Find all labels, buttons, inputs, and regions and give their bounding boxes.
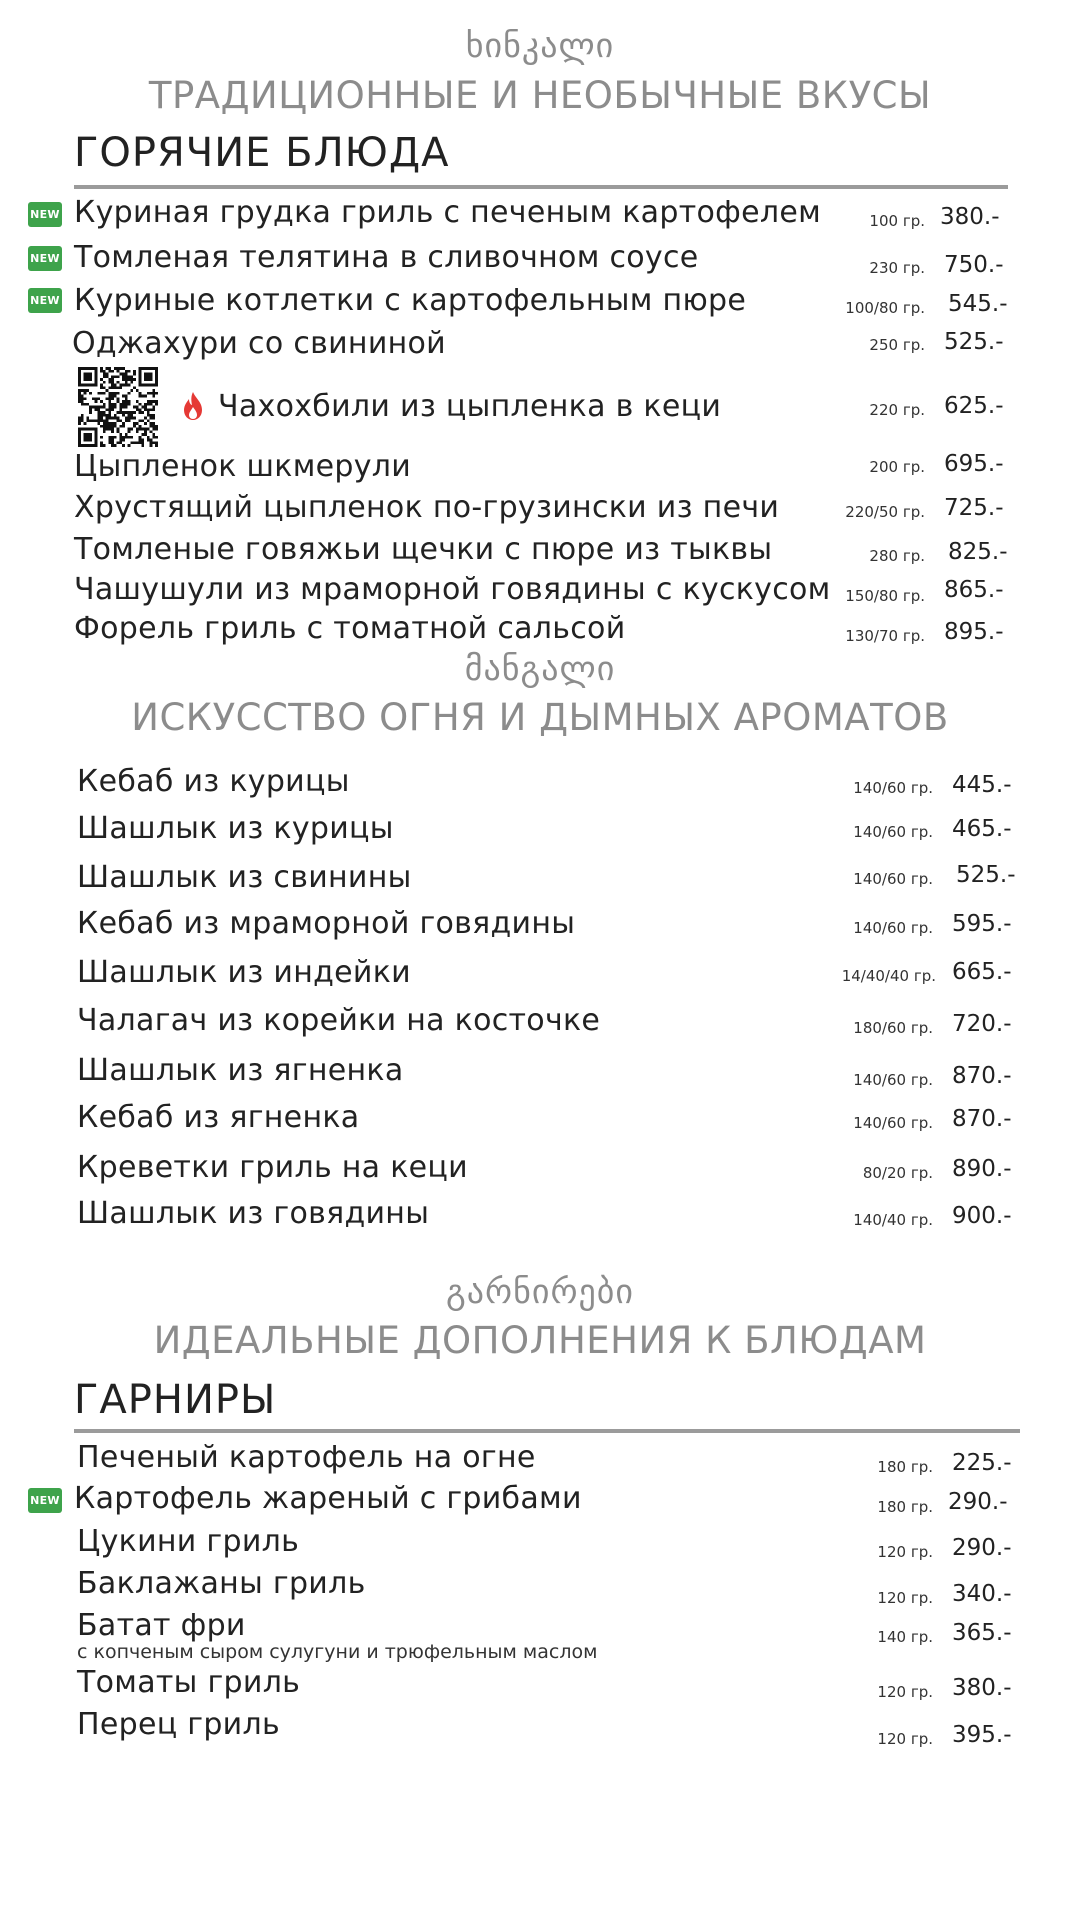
menu-item-name: Креветки гриль на кеци [77, 1150, 468, 1185]
menu-item-name: Чалагач из корейки на косточке [77, 1003, 601, 1038]
menu-item-weight: 14/40/40 гр. [841, 967, 936, 985]
menu-item-name: Томленые говяжьи щечки с пюре из тыквы [74, 532, 773, 567]
menu-item-weight: 140/60 гр. [853, 919, 933, 937]
menu-item-price: 525.- [944, 329, 1004, 355]
menu-item-weight: 200 гр. [869, 458, 925, 476]
menu-item-price: 625.- [944, 393, 1004, 419]
menu-item-price: 290.- [948, 1489, 1008, 1515]
menu-item-name: Картофель жареный с грибами [74, 1481, 582, 1516]
menu-item-weight: 140/40 гр. [853, 1211, 933, 1229]
menu-item-weight: 120 гр. [877, 1543, 933, 1561]
category-heading-garnishes: ГАРНИРЫ [74, 1377, 277, 1423]
section-tagline-khinkali: ТРАДИЦИОННЫЕ И НЕОБЫЧНЫЕ ВКУСЫ [148, 74, 932, 117]
section-georgian-title-garnishes: გარნირები [446, 1272, 634, 1312]
section-tagline-mangali: ИСКУССТВО ОГНЯ И ДЫМНЫХ АРОМАТОВ [131, 696, 949, 739]
menu-item-name: Кебаб из курицы [77, 764, 350, 799]
menu-item-name: Томаты гриль [77, 1665, 301, 1700]
new-badge: NEW [28, 202, 62, 227]
fire-icon [180, 391, 206, 425]
menu-item-price: 825.- [948, 539, 1008, 565]
menu-item-weight: 180/60 гр. [853, 1019, 933, 1037]
menu-item-note: с копченым сыром сулугуни и трюфельным маслом [77, 1641, 598, 1663]
menu-item-name: Шашлык из курицы [77, 811, 394, 846]
menu-item-price: 865.- [944, 577, 1004, 603]
menu-item-price: 900.- [952, 1203, 1012, 1229]
menu-item-name: Цыпленок шкмерули [74, 449, 412, 484]
menu-item-weight: 280 гр. [869, 547, 925, 565]
new-badge: NEW [28, 1488, 62, 1513]
menu-item-weight: 140/60 гр. [853, 1071, 933, 1089]
menu-item-name: Перец гриль [77, 1707, 280, 1742]
menu-item-price: 895.- [944, 619, 1004, 645]
menu-item-weight: 140/60 гр. [853, 779, 933, 797]
menu-item-weight: 180 гр. [877, 1498, 933, 1516]
menu-item-weight: 220 гр. [869, 401, 925, 419]
menu-item-price: 395.- [952, 1722, 1012, 1748]
heading-divider [74, 1429, 1020, 1433]
menu-item-price: 720.- [952, 1011, 1012, 1037]
new-badge: NEW [28, 288, 62, 313]
section-georgian-title-khinkali: ხინკალი [465, 26, 615, 66]
menu-item-weight: 80/20 гр. [862, 1164, 933, 1182]
menu-item-price: 750.- [944, 252, 1004, 278]
menu-item-weight: 140/60 гр. [853, 823, 933, 841]
menu-item-weight: 150/80 гр. [845, 587, 925, 605]
menu-item-price: 340.- [952, 1581, 1012, 1607]
menu-item-weight: 120 гр. [877, 1730, 933, 1748]
menu-item-price: 595.- [952, 911, 1012, 937]
menu-item-weight: 120 гр. [877, 1589, 933, 1607]
menu-item-name: Шашлык из свинины [77, 860, 412, 895]
menu-item-name: Печеный картофель на огне [77, 1440, 536, 1475]
menu-item-price: 525.- [956, 862, 1016, 888]
section-tagline-garnishes: ИДЕАЛЬНЫЕ ДОПОЛНЕНИЯ К БЛЮДАМ [153, 1319, 927, 1362]
menu-item-price: 870.- [952, 1063, 1012, 1089]
menu-item-name: Баклажаны гриль [77, 1566, 366, 1601]
menu-item-price: 870.- [952, 1106, 1012, 1132]
menu-item-weight: 140/60 гр. [853, 1114, 933, 1132]
menu-item-name: Шашлык из индейки [77, 955, 411, 990]
menu-item-name: Куриные котлетки с картофельным пюре [74, 283, 747, 318]
menu-item-price: 725.- [944, 495, 1004, 521]
section-georgian-title-mangali: მანგალი [464, 649, 616, 689]
menu-item-price: 380.- [952, 1675, 1012, 1701]
menu-item-name: Куриная грудка гриль с печеным картофелем [74, 195, 822, 230]
menu-item-name: Кебаб из ягненка [77, 1100, 360, 1135]
qr-code[interactable] [78, 367, 158, 451]
menu-item-price: 365.- [952, 1620, 1012, 1646]
menu-item-name: Томленая телятина в сливочном соусе [74, 240, 699, 275]
menu-item-price: 545.- [948, 291, 1008, 317]
menu-item-weight: 220/50 гр. [845, 503, 925, 521]
menu-item-name: Цукини гриль [77, 1524, 300, 1559]
menu-item-price: 465.- [952, 816, 1012, 842]
menu-item-name: Хрустящий цыпленок по-грузински из печи [74, 490, 780, 525]
menu-item-price: 890.- [952, 1156, 1012, 1182]
menu-item-weight: 120 гр. [877, 1683, 933, 1701]
menu-item-price: 445.- [952, 772, 1012, 798]
menu-item-weight: 180 гр. [877, 1458, 933, 1476]
menu-item-name: Шашлык из говядины [77, 1196, 430, 1231]
menu-item-weight: 130/70 гр. [845, 627, 925, 645]
menu-item-price: 290.- [952, 1535, 1012, 1561]
menu-item-weight: 140/60 гр. [853, 870, 933, 888]
menu-item-name: Кебаб из мраморной говядины [77, 906, 576, 941]
menu-item-weight: 100/80 гр. [845, 299, 925, 317]
category-heading-hot: ГОРЯЧИЕ БЛЮДА [74, 130, 450, 176]
menu-item-price: 665.- [952, 959, 1012, 985]
menu-item-name: Батат фри [77, 1608, 246, 1643]
menu-item-name: Чахохбили из цыпленка в кеци [218, 389, 722, 424]
menu-item-name: Оджахури со свининой [72, 326, 446, 361]
heading-divider [74, 185, 1008, 189]
menu-item-price: 695.- [944, 451, 1004, 477]
new-badge: NEW [28, 246, 62, 271]
menu-item-weight: 140 гр. [877, 1628, 933, 1646]
menu-item-name: Шашлык из ягненка [77, 1053, 404, 1088]
menu-item-price: 225.- [952, 1450, 1012, 1476]
menu-item-name: Форель гриль с томатной сальсой [74, 611, 626, 646]
menu-item-weight: 230 гр. [869, 259, 925, 277]
menu-item-name: Чашушули из мраморной говядины с кускусом [74, 572, 831, 607]
menu-item-weight: 250 гр. [869, 336, 925, 354]
menu-item-weight: 100 гр. [869, 212, 925, 230]
menu-item-price: 380.- [940, 204, 1000, 230]
